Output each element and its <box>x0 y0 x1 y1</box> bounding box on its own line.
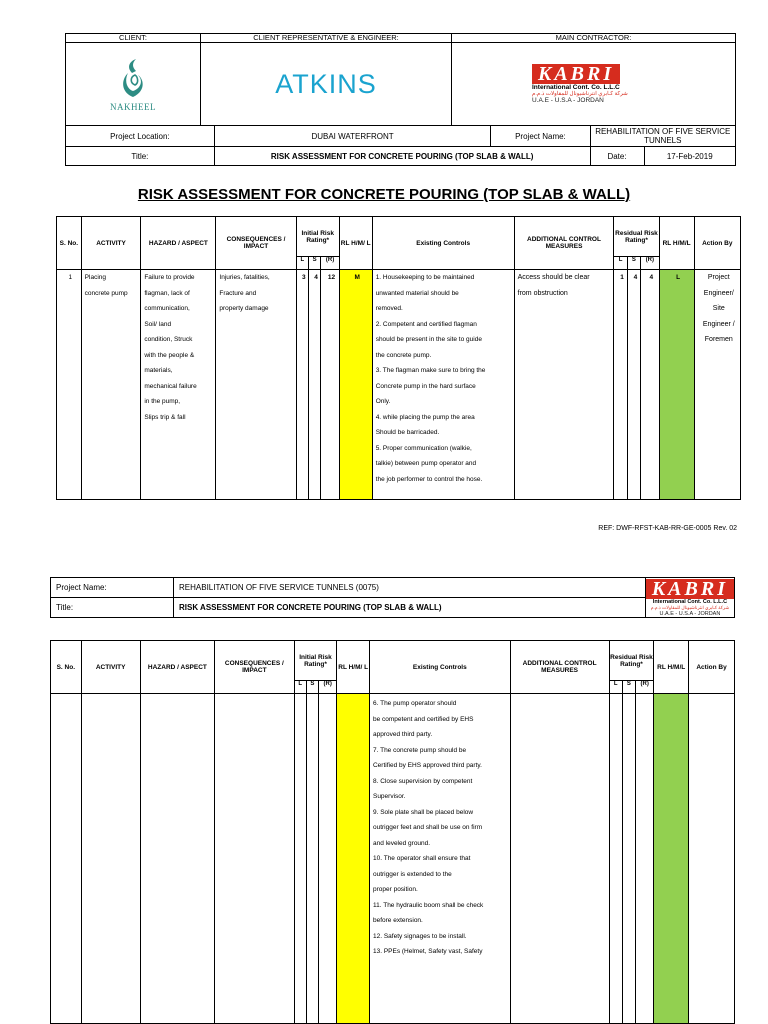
cell-line: Project <box>707 274 730 281</box>
row-existing <box>372 270 514 500</box>
col-existing: Existing Controls <box>372 217 514 270</box>
cell-line: concrete pump <box>84 289 128 297</box>
nakheel-logo-icon <box>118 57 148 101</box>
cell-line: from obstruction <box>517 289 568 297</box>
cell-line: Should be barricaded. <box>375 429 440 436</box>
reference-number: REF: DWF-RFST-KAB-RR-GE-0005 Rev. 02 <box>598 525 737 532</box>
kabri-logo-word: KABRI <box>532 64 620 84</box>
page2-kabri-logo-arabic: شركة كـابري انترناشيونال للمقاولات ذ.م.م <box>650 604 730 610</box>
p2-col-sno: S. No. <box>51 641 82 694</box>
title-value: RISK ASSESSMENT FOR CONCRETE POURING (TOP SLAB & WALL) <box>214 147 590 166</box>
client-label: CLIENT: <box>66 34 201 43</box>
kabri-logo-sub: International Cont. Co. L.L.C <box>532 84 620 91</box>
cell-line: proper position. <box>372 886 418 893</box>
p2-col-initial-risk: Initial Risk Rating* <box>294 641 337 681</box>
cell-line: 12. Safety signages to be install. <box>372 932 467 940</box>
row-r: 12 <box>321 270 340 500</box>
date-label: Date: <box>590 147 644 166</box>
cell-line: communication, <box>144 305 190 312</box>
nakheel-logo-text: NAKHEEL <box>110 101 156 112</box>
location-label: Project Location: <box>66 126 215 147</box>
col-s: S <box>308 257 320 270</box>
cell-line: the concrete pump. <box>375 351 432 359</box>
cell-line: outrigger is extended to the <box>372 870 452 878</box>
rep-label: CLIENT REPRESENTATIVE & ENGINEER: <box>201 34 452 43</box>
header-table <box>65 33 736 126</box>
row-l: 3 <box>296 270 308 500</box>
cell-line: and leveled ground. <box>372 839 431 847</box>
page2-title-label: Title: <box>51 598 174 618</box>
cell-line: 11. The hydraulic boom shall be check <box>372 901 484 909</box>
cell-line: 9. Sole plate shall be placed below <box>372 808 474 816</box>
p2-col-hazard: HAZARD / ASPECT <box>140 641 214 694</box>
p2-col-l: L <box>294 681 306 694</box>
cell-line: 1. Housekeeping to be maintained <box>375 274 475 281</box>
col-res-s: S <box>627 257 640 270</box>
row-hazard <box>141 270 216 500</box>
p2-row-rl2 <box>654 694 689 1024</box>
cell-line: condition, Struck <box>144 336 193 343</box>
kabri-logo-cell <box>452 43 736 126</box>
cell-line: Only. <box>375 398 391 405</box>
kabri-logo-locations: U.A.E - U.S.A - JORDAN <box>532 97 604 104</box>
project-name-label: Project Name: <box>491 126 590 147</box>
col-residual: Residual Risk Rating* <box>614 217 659 257</box>
col-additional: ADDITIONAL CONTROL MEASURES <box>514 217 614 270</box>
p2-col-additional: ADDITIONAL CONTROL MEASURES <box>510 641 609 694</box>
cell-line: Slips trip & fall <box>144 413 186 421</box>
cell-line: flagman, lack of <box>144 289 190 297</box>
cell-line: be competent and certified by EHS <box>372 715 474 723</box>
row-activity <box>81 270 141 500</box>
row-s: 4 <box>308 270 320 500</box>
cell-line: Access should be clear <box>517 274 590 281</box>
cell-line: Engineer / <box>702 320 735 328</box>
cell-line: Injuries, fatalities, <box>219 274 270 281</box>
project-info-table <box>65 125 736 166</box>
table-row <box>57 270 741 500</box>
page2-project-label: Project Name: <box>51 578 174 598</box>
document-title: RISK ASSESSMENT FOR CONCRETE POURING (TOP SLAB & WALL) <box>137 186 631 203</box>
cell-line: 5. Proper communication (walkie, <box>375 444 472 452</box>
page2-risk-table <box>50 640 735 1024</box>
cell-line: with the people & <box>144 351 195 359</box>
row-sno: 1 <box>57 270 82 500</box>
row-res-s: 4 <box>627 270 640 500</box>
p2-row-hazard <box>140 694 214 1024</box>
col-sno: S. No. <box>57 217 82 270</box>
p2-col-r: (R) <box>319 681 337 694</box>
cell-line: Foremen <box>704 336 733 343</box>
cell-line: Supervisor. <box>372 793 406 800</box>
cell-line: in the pump, <box>144 398 181 405</box>
page2-header-table <box>50 577 735 618</box>
col-rl: RL H/M/ L <box>339 217 372 270</box>
table-row <box>51 694 735 1024</box>
cell-line: 6. The pump operator should <box>372 700 457 707</box>
p2-row-consequences <box>215 694 295 1024</box>
p2-row-res-l <box>609 694 622 1024</box>
col-l: L <box>296 257 308 270</box>
page2-kabri-logo-sub: International Cont. Co. L.L.C <box>652 598 728 605</box>
cell-line: outrigger feet and shall be use on firm <box>372 824 483 831</box>
p2-row-existing <box>369 694 510 1024</box>
row-res-r: 4 <box>641 270 660 500</box>
cell-line: 10. The operator shall ensure that <box>372 855 471 862</box>
p2-row-sno <box>51 694 82 1024</box>
page2-title-value: RISK ASSESSMENT FOR CONCRETE POURING (TOP SLAB & WALL) <box>174 598 646 618</box>
kabri-logo <box>532 64 735 104</box>
p2-row-res-s <box>622 694 635 1024</box>
p2-row-rl <box>337 694 370 1024</box>
cell-line: talkie) between pump operator and <box>375 460 477 467</box>
atkins-logo: ATKINS <box>275 68 377 99</box>
p2-row-l <box>294 694 306 1024</box>
col-action: Action By <box>694 217 740 270</box>
row-action <box>694 270 740 500</box>
p2-col-existing: Existing Controls <box>369 641 510 694</box>
cell-line: before extension. <box>372 917 423 924</box>
cell-line: 2. Competent and certified flagman <box>375 320 477 328</box>
contractor-label: MAIN CONTRACTOR: <box>452 34 736 43</box>
p2-row-additional <box>510 694 609 1024</box>
p2-row-activity <box>81 694 140 1024</box>
atkins-logo-cell <box>201 43 452 126</box>
col-consequences: CONSEQUENCES / IMPACT <box>216 217 296 270</box>
date-value: 17-Feb-2019 <box>644 147 735 166</box>
col-res-r: (R) <box>641 257 660 270</box>
cell-line: Site <box>712 305 725 312</box>
p2-col-rl2: RL H/M/L <box>654 641 689 694</box>
nakheel-logo-cell <box>66 43 201 126</box>
col-activity: ACTIVITY <box>81 217 141 270</box>
cell-line: 8. Close supervision by competent <box>372 777 473 785</box>
p2-col-res-s: S <box>622 681 635 694</box>
cell-line: 4. while placing the pump the area <box>375 413 475 421</box>
cell-line: property damage <box>219 305 269 312</box>
cell-line: 13. PPEs (Helmet, Safety vast, Safety <box>372 948 483 955</box>
page2-kabri-logo-cell <box>645 578 734 618</box>
p2-col-res-l: L <box>609 681 622 694</box>
page2-kabri-logo-locations: U.A.E - U.S.A - JORDAN <box>659 610 721 617</box>
p2-row-action <box>689 694 735 1024</box>
p2-row-s <box>306 694 318 1024</box>
p2-row-r <box>319 694 337 1024</box>
cell-line: unwanted material should be <box>375 289 459 297</box>
p2-col-consequences: CONSEQUENCES / IMPACT <box>215 641 295 694</box>
cell-line: the job performer to control the hose. <box>375 475 483 483</box>
cell-line: mechanical failure <box>144 382 197 390</box>
p2-row-res-r <box>636 694 654 1024</box>
p2-col-res-r: (R) <box>636 681 654 694</box>
page2-project-value: REHABILITATION OF FIVE SERVICE TUNNELS (0075) <box>174 578 646 598</box>
kabri-logo-arabic: شركة كـابري انترناشيونال للمقاولات ذ.م.م <box>532 91 628 97</box>
cell-line: approved third party. <box>372 731 433 738</box>
row-consequences <box>216 270 296 500</box>
col-initial-risk: Initial Risk Rating* <box>296 217 339 257</box>
p2-col-s: S <box>306 681 318 694</box>
row-rl: M <box>339 270 372 500</box>
p2-col-action: Action By <box>689 641 735 694</box>
p2-col-residual: Residual Risk Rating* <box>609 641 654 681</box>
risk-table <box>56 216 741 500</box>
col-r: (R) <box>321 257 340 270</box>
cell-line: 7. The concrete pump should be <box>372 746 467 754</box>
col-res-l: L <box>614 257 627 270</box>
cell-line: Placing <box>84 274 106 281</box>
cell-line: Soil/ land <box>144 320 172 328</box>
cell-line: removed. <box>375 305 403 312</box>
cell-line: Failure to provide <box>144 274 195 281</box>
col-rl2: RL H/M/L <box>659 217 694 270</box>
col-hazard: HAZARD / ASPECT <box>141 217 216 270</box>
row-res-l: 1 <box>614 270 627 500</box>
p2-col-rl: RL H/M/ L <box>337 641 370 694</box>
page2-kabri-logo-word: KABRI <box>646 579 734 599</box>
row-rl2: L <box>659 270 694 500</box>
cell-line: Concrete pump in the hard surface <box>375 382 476 390</box>
cell-line: Fracture and <box>219 289 257 297</box>
cell-line: 3. The flagman make sure to bring the <box>375 367 486 374</box>
location-value: DUBAI WATERFRONT <box>214 126 491 147</box>
cell-line: Certified by EHS approved third party. <box>372 762 482 769</box>
row-additional <box>514 270 614 500</box>
cell-line: Engineer/ <box>703 289 734 297</box>
p2-col-activity: ACTIVITY <box>81 641 140 694</box>
project-name-value: REHABILITATION OF FIVE SERVICE TUNNELS <box>590 126 735 147</box>
cell-line: should be present in the site to guide <box>375 336 482 343</box>
cell-line: materials, <box>144 367 173 374</box>
title-label: Title: <box>66 147 215 166</box>
page2-kabri-logo <box>646 579 734 617</box>
